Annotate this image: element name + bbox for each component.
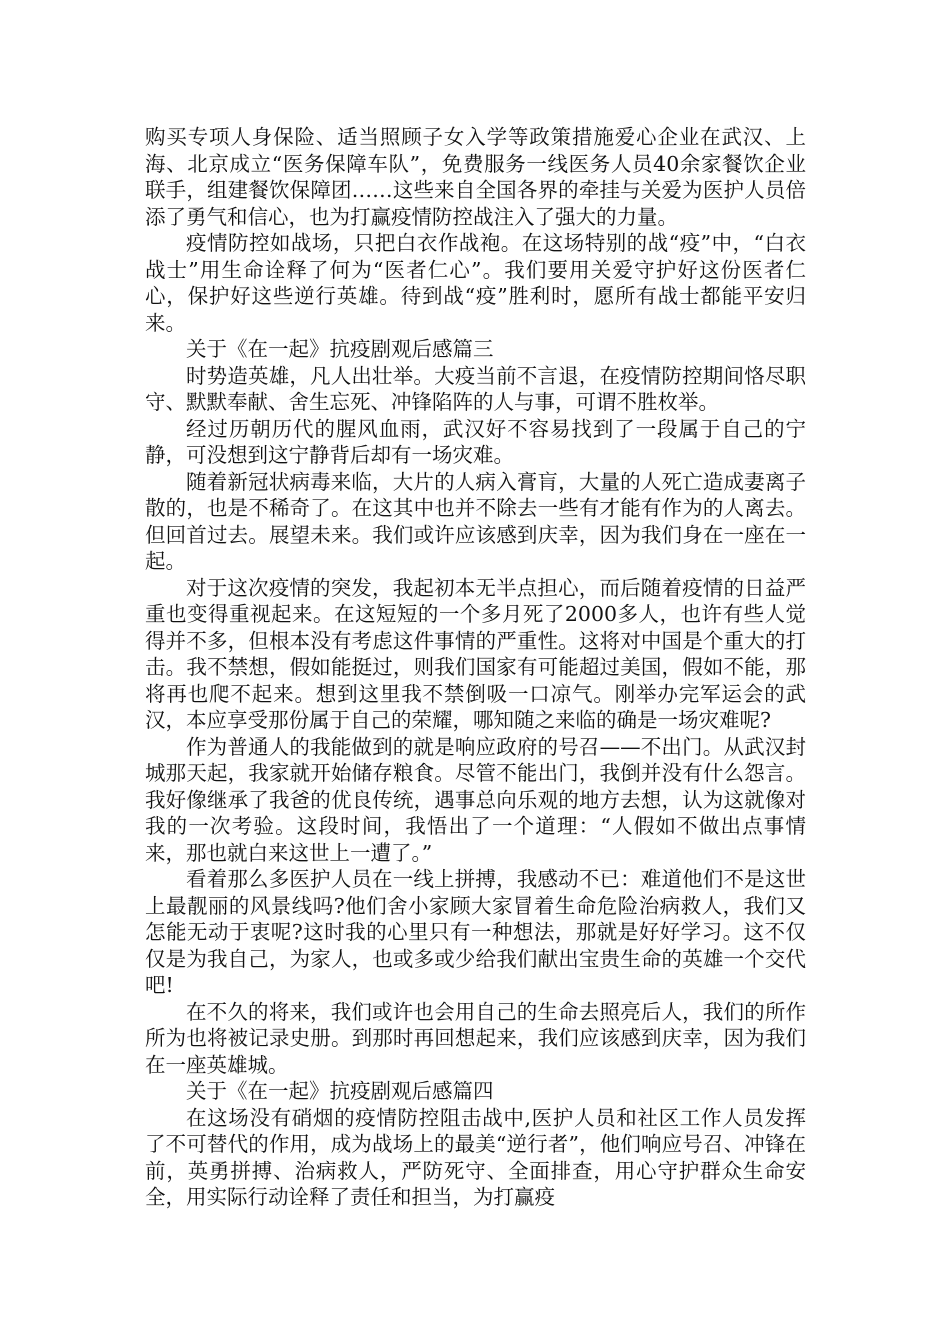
paragraph-3: 时势造英雄，凡人出壮举。大疫当前不言退，在疫情防控期间恪尽职守、默默奉献、舍生忘死、冲锋陷阵的人与事，可谓不胜枚举。 <box>145 363 806 414</box>
paragraph-7: 作为普通人的我能做到的就是响应政府的号召——不出门。从武汉封城那天起，我家就开始储存粮食。尽管不能出门，我倒并没有什么怨言。我好像继承了我爸的优良传统，遇事总向乐观的地方去想，认为这就像对我的一次考验。这段时间，我悟出了一个道理：“人假如不做出点事情来，那也就白来这世上一遭了。” <box>145 734 806 865</box>
paragraph-1: 购买专项人身保险、适当照顾子女入学等政策措施爱心企业在武汉、上海、北京成立“医务保障车队”，免费服务一线医务人员40余家餐饮企业联手，组建餐饮保障团……这些来自全国各界的牵挂与关爱为医护人员倍添了勇气和信心，也为打赢疫情防控战注入了强大的力量。 <box>145 125 806 229</box>
section-heading-3: 关于《在一起》抗疫剧观后感篇三 <box>186 337 494 361</box>
paragraph-9: 在不久的将来，我们或许也会用自己的生命去照亮后人，我们的所作所为也将被记录史册。到那时再回想起来，我们应该感到庆幸，因为我们在一座英雄城。 <box>145 999 806 1077</box>
paragraph-10: 在这场没有硝烟的疫情防控阻击战中,医护人员和社区工作人员发挥了不可替代的作用，成为战场上的最美“逆行者”，他们响应号召、冲锋在前，英勇拼搏、治病救人，严防死守、全面排查，用心守护群众生命安全，用实际行动诠释了责任和担当，为打赢疫 <box>145 1105 806 1209</box>
paragraph-4: 经过历朝历代的腥风血雨，武汉好不容易找到了一段属于自己的宁静，可没想到这宁静背后却有一场灾难。 <box>145 416 806 467</box>
paragraph-6: 对于这次疫情的突发，我起初本无半点担心，而后随着疫情的日益严重也变得重视起来。在这短短的一个多月死了2000多人，也许有些人觉得并不多，但根本没有考虑这件事情的严重性。这将对中国是个重大的打击。我不禁想，假如能挺过，则我们国家有可能超过美国，假如不能，那将再也爬不起来。想到这里我不禁倒吸一口凉气。刚举办完军运会的武汉，本应享受那份属于自己的荣耀，哪知随之来临的确是一场灾难呢? <box>145 575 806 732</box>
paragraph-2: 疫情防控如战场，只把白衣作战袍。在这场特别的战“疫”中，“白衣战士”用生命诠释了何为“医者仁心”。我们要用关爱守护好这份医者仁心，保护好这些逆行英雄。待到战“疫”胜利时，愿所有战士都能平安归来。 <box>145 231 806 335</box>
paragraph-8: 看着那么多医护人员在一线上拼搏，我感动不已：难道他们不是这世上最靓丽的风景线吗?他们舍小家顾大家冒着生命危险治病救人，我们又怎能无动于衷呢?这时我的心里只有一种想法，那就是好好学习。这不仅仅是为我自己，为家人，也或多或少给我们献出宝贵生命的英雄一个交代吧! <box>145 867 806 997</box>
document-page <box>145 124 806 1211</box>
section-heading-4: 关于《在一起》抗疫剧观后感篇四 <box>186 1079 494 1103</box>
paragraph-5: 随着新冠状病毒来临，大片的人病入膏肓，大量的人死亡造成妻离子散的，也是不稀奇了。在这其中也并不除去一些有才能有作为的人离去。但回首过去。展望未来。我们或许应该感到庆幸，因为我们身在一座在一起。 <box>145 469 806 573</box>
